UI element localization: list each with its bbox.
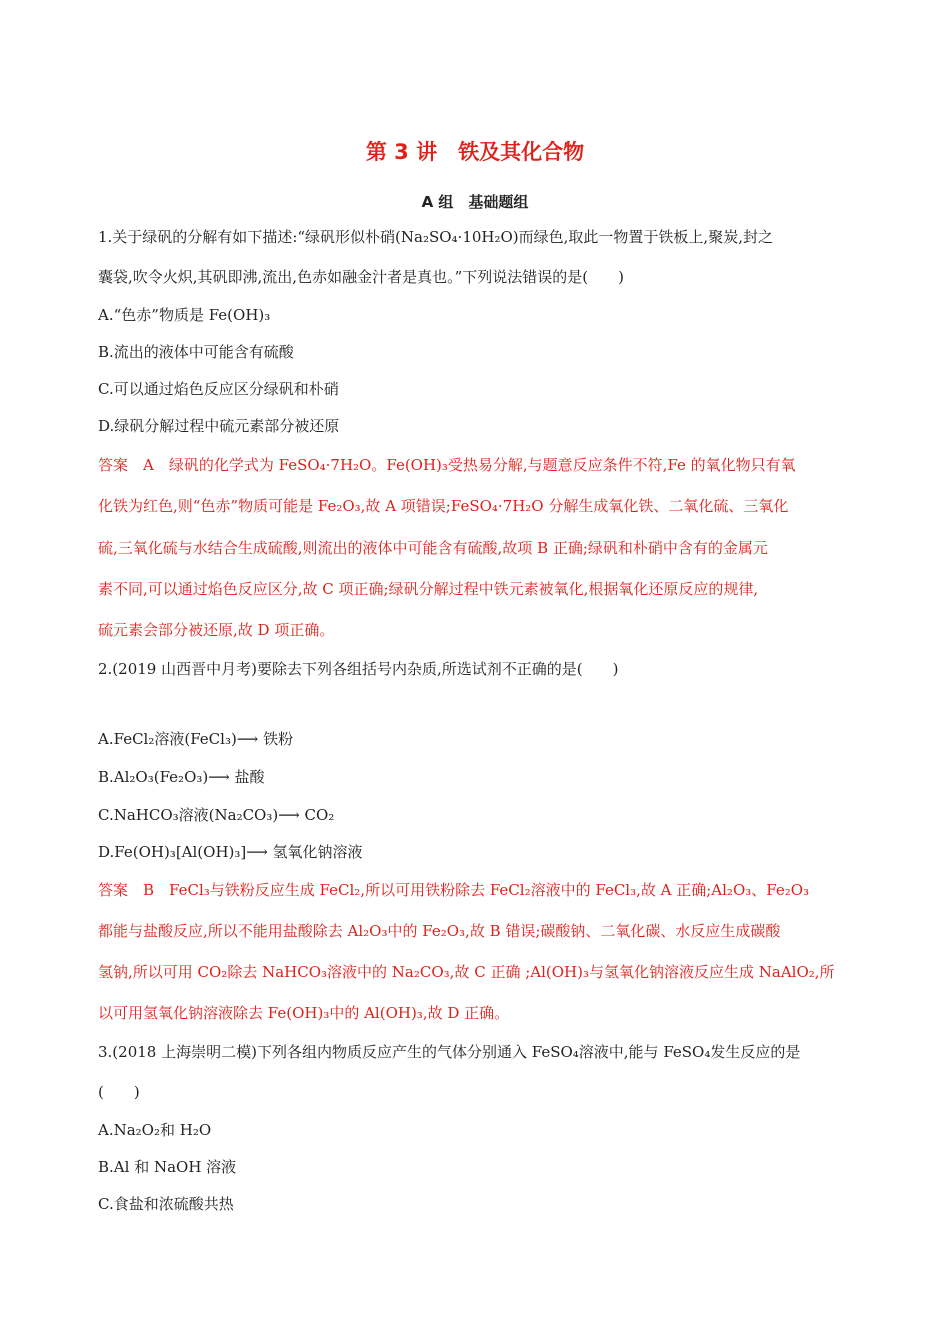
- q1-answer-line-2: 化铁为红色,则“色赤”物质可能是 Fe₂O₃,故 A 项错误;FeSO₄·7H₂O 分解生成氧化铁、二氧化硫、三氧化: [98, 497, 789, 515]
- q1-option-c: C.可以通过焰色反应区分绿矾和朴硝: [98, 380, 339, 398]
- q1-stem-line-1: 1.关于绿矾的分解有如下描述:“绿矾形似朴硝(Na₂SO₄·10H₂O)而绿色,取此一物置于铁板上,聚炭,封之: [98, 228, 773, 246]
- q2-answer-line-3: 氢钠,所以可用 CO₂除去 NaHCO₃溶液中的 Na₂CO₃,故 C 正确 ;Al(OH)₃与氢氧化钠溶液反应生成 NaAlO₂,所: [98, 963, 835, 981]
- q1-option-b: B.流出的液体中可能含有硫酸: [98, 343, 294, 361]
- q2-option-b: B.Al₂O₃(Fe₂O₃)⟶ 盐酸: [98, 768, 265, 786]
- q1-answer-line-5: 硫元素会部分被还原,故 D 项正确。: [98, 621, 335, 639]
- section-heading: A 组 基础题组: [421, 193, 529, 211]
- q2-option-a: A.FeCl₂溶液(FeCl₃)⟶ 铁粉: [98, 730, 294, 748]
- q2-option-c: C.NaHCO₃溶液(Na₂CO₃)⟶ CO₂: [98, 806, 335, 824]
- q1-answer-line-4: 素不同,可以通过焰色反应区分,故 C 项正确;绿矾分解过程中铁元素被氧化,根据氧化还原反应的规律,: [98, 580, 759, 598]
- q1-stem-line-2: 囊袋,吹令火炽,其矾即沸,流出,色赤如融金汁者是真也。”下列说法错误的是( ): [98, 268, 624, 286]
- q2-answer-line-1: 答案 B FeCl₃与铁粉反应生成 FeCl₂,所以可用铁粉除去 FeCl₂溶液中的 FeCl₃,故 A 正确;Al₂O₃、Fe₂O₃: [98, 881, 810, 899]
- q2-answer-line-4: 以可用氢氧化钠溶液除去 Fe(OH)₃中的 Al(OH)₃,故 D 正确。: [98, 1004, 510, 1022]
- q3-option-b: B.Al 和 NaOH 溶液: [98, 1158, 237, 1176]
- q3-option-c: C.食盐和浓硫酸共热: [98, 1195, 234, 1213]
- q1-answer-line-1: 答案 A 绿矾的化学式为 FeSO₄·7H₂O。Fe(OH)₃受热易分解,与题意反应条件不符,Fe 的氧化物只有氧: [98, 456, 796, 474]
- q3-stem-line-1: 3.(2018 上海崇明二模)下列各组内物质反应产生的气体分别通入 FeSO₄溶液中,能与 FeSO₄发生反应的是: [98, 1043, 801, 1061]
- q3-stem-line-2: ( ): [98, 1083, 140, 1101]
- q2-option-d: D.Fe(OH)₃[Al(OH)₃]⟶ 氢氧化钠溶液: [98, 843, 363, 861]
- q2-answer-line-2: 都能与盐酸反应,所以不能用盐酸除去 Al₂O₃中的 Fe₂O₃,故 B 错误;碳酸钠、二氧化碳、水反应生成碳酸: [98, 922, 781, 940]
- q1-option-a: A.“色赤”物质是 Fe(OH)₃: [98, 306, 271, 324]
- q3-option-a: A.Na₂O₂和 H₂O: [98, 1121, 212, 1139]
- q1-answer-line-3: 硫,三氧化硫与水结合生成硫酸,则流出的液体中可能含有硫酸,故项 B 正确;绿矾和朴硝中含有的金属元: [98, 539, 768, 557]
- q1-option-d: D.绿矾分解过程中硫元素部分被还原: [98, 417, 340, 435]
- q2-stem: 2.(2019 山西晋中月考)要除去下列各组括号内杂质,所选试剂不正确的是( ): [98, 660, 619, 678]
- page-title: 第 3 讲 铁及其化合物: [365, 140, 585, 164]
